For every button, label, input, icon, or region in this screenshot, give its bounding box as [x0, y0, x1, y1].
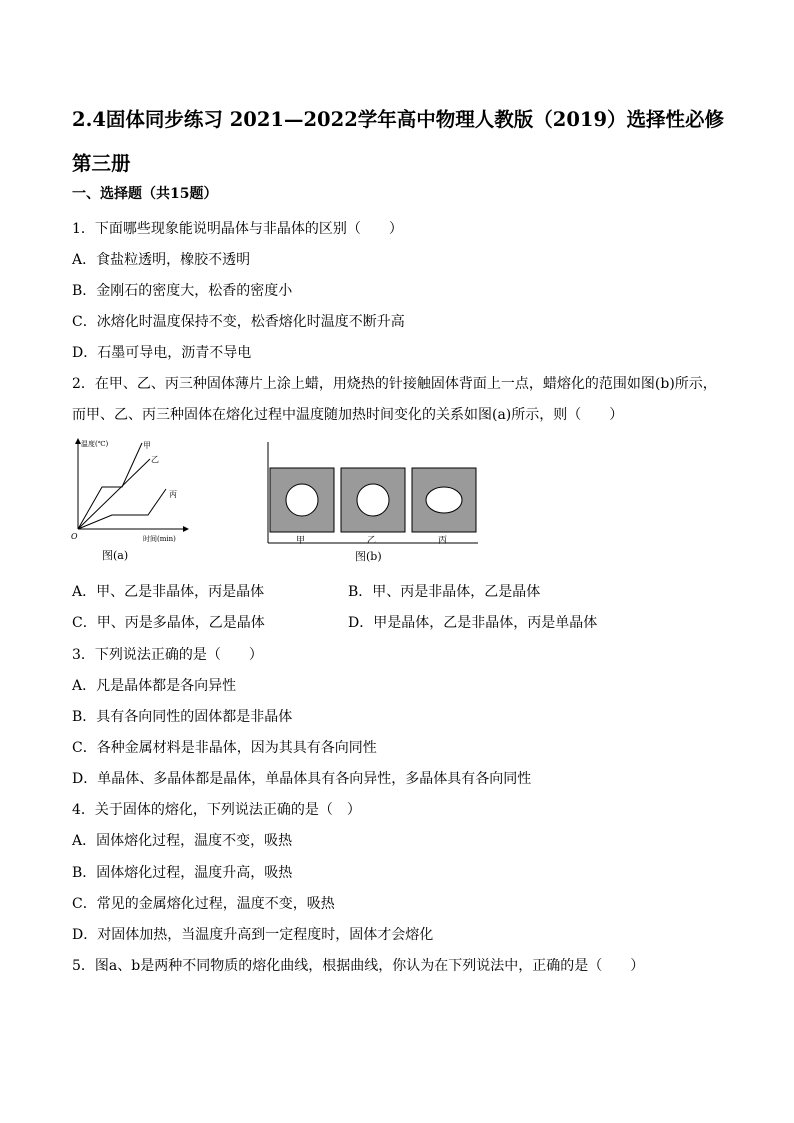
question-2-stem-line-2: 而甲、乙、丙三种固体在熔化过程中温度随加热时间变化的关系如图(a)所示，则（ ）: [72, 407, 624, 423]
question-5-stem: 5．图a、b是两种不同物质的熔化曲线，根据曲线，你认为在下列说法中，正确的是（ ）: [72, 958, 645, 974]
figure-b-wax-circle-jia: [286, 484, 318, 516]
question-3-option-d: D．单晶体、多晶体都是晶体，单晶体具有各向异性，多晶体具有各向同性: [72, 771, 532, 787]
question-2-stem-line-1: 2．在甲、乙、丙三种固体薄片上涂上蜡，用烧热的针接触固体背面上一点，蜡熔化的范围如图(b)所示，: [72, 376, 717, 392]
figure-b-label-jia: 甲: [296, 536, 306, 546]
figure-a-y-label: 温度(℃): [81, 440, 109, 448]
question-4-option-a: A．固体熔化过程，温度不变，吸热: [72, 833, 293, 849]
question-4-option-d: D．对固体加热，当温度升高到一定程度时，固体才会熔化: [72, 927, 434, 943]
question-2-option-b: B．甲、丙是非晶体，乙是晶体: [348, 584, 541, 600]
figure-b-wax-patterns: [265, 440, 480, 570]
question-2-option-a: A．甲、乙是非晶体，丙是晶体: [72, 584, 265, 600]
figure-a-curve-yi: [78, 459, 150, 529]
question-4-option-c: C．常见的金属熔化过程，温度不变，吸热: [72, 896, 335, 912]
section-heading: 一、选择题（共15题）: [72, 186, 218, 202]
figure-b-wax-ellipse-bing: [426, 487, 462, 513]
figure-b-label-bing: 丙: [438, 536, 448, 546]
question-1-option-c: C．冰熔化时温度保持不变，松香熔化时温度不断升高: [72, 314, 405, 330]
question-1-option-d: D．石墨可导电，沥青不导电: [72, 345, 252, 361]
figure-a-curve-bing: [78, 489, 166, 529]
figure-b-wax-circle-yi: [357, 484, 389, 516]
figure-a-x-label: 时间(min): [143, 535, 176, 543]
figure-a-melting-graph: [70, 437, 195, 567]
figure-a-label-bing: 丙: [169, 490, 177, 499]
question-2-option-c: C．甲、丙是多晶体，乙是晶体: [72, 615, 265, 631]
question-1-option-b: B．金刚石的密度大，松香的密度小: [72, 283, 293, 299]
figure-a-caption: 图(a): [102, 549, 129, 562]
question-1-option-a: A．食盐粒透明，橡胶不透明: [72, 252, 251, 268]
figure-b-label-yi: 乙: [367, 536, 377, 546]
question-3-option-b: B．具有各向同性的固体都是非晶体: [72, 709, 293, 725]
question-1-stem: 1．下面哪些现象能说明晶体与非晶体的区别（ ）: [72, 221, 403, 237]
figure-a-origin: O: [71, 532, 78, 541]
question-4-stem: 4．关于固体的熔化，下列说法正确的是（ ）: [72, 802, 361, 818]
document-title: 2.4固体同步练习 2021—2022学年高中物理人教版（2019）选择性必修第三册: [72, 108, 725, 175]
figure-a-label-jia: 甲: [143, 441, 151, 450]
figure-a-label-yi: 乙: [151, 455, 159, 464]
figure-b-caption: 图(b): [355, 550, 382, 563]
question-4-option-b: B．固体熔化过程，温度升高，吸热: [72, 865, 293, 881]
question-3-option-c: C．各种金属材料是非晶体，因为其具有各向同性: [72, 740, 377, 756]
question-3-option-a: A．凡是晶体都是各向异性: [72, 678, 237, 694]
question-2-option-d: D．甲是晶体，乙是非晶体，丙是单晶体: [348, 615, 598, 631]
question-3-stem: 3．下列说法正确的是（ ）: [72, 647, 263, 663]
